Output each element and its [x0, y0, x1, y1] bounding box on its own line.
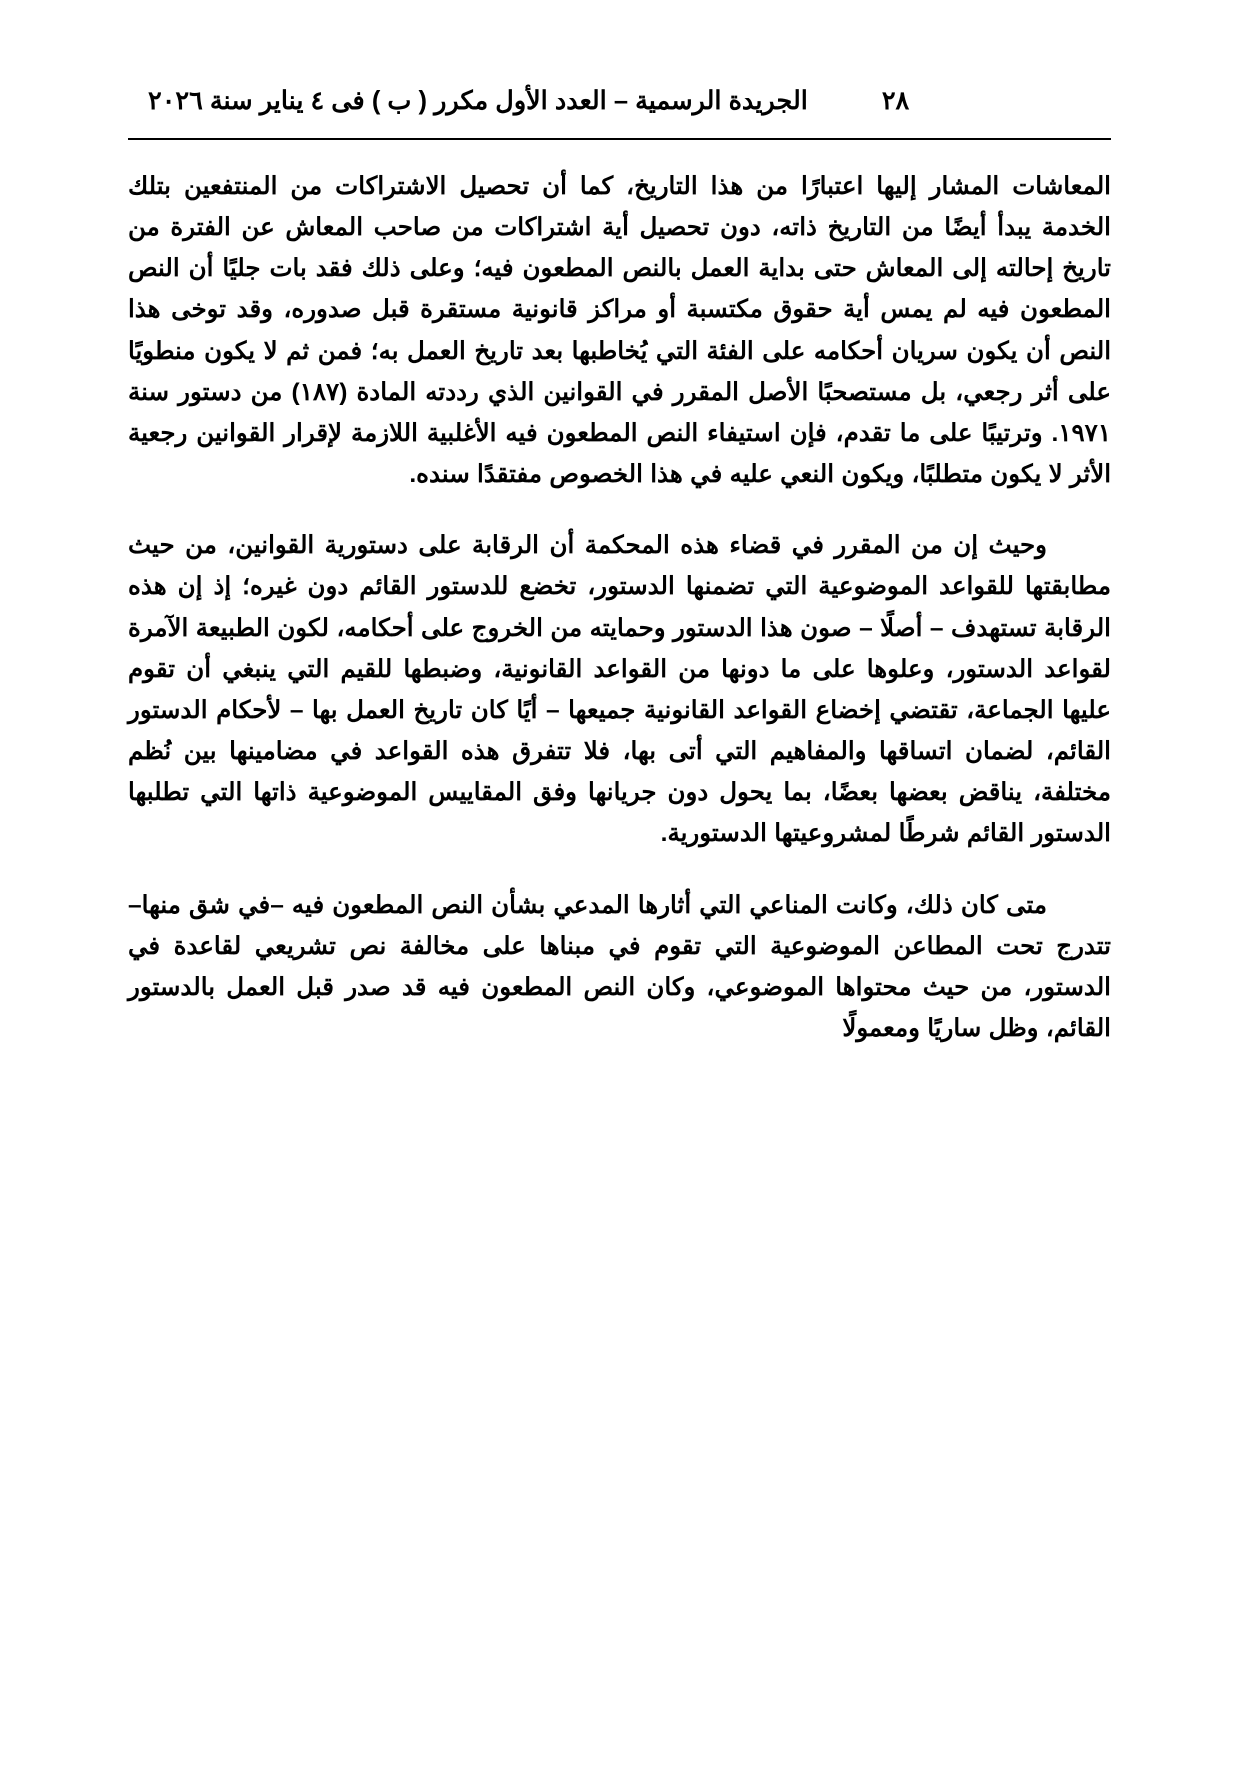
paragraph-3: متى كان ذلك، وكانت المناعي التي أثارها المدعي بشأن النص المطعون فيه –في شق منها– تتدرج تحت المطاعن الموضوعية التي تقوم في مبناها على مخالفة نص تشريعي لقاعدة في الدستور، من حيث محتواها الموضوعي، وكان النص المطعون فيه قد صدر قبل العمل بالدستور القائم، وظل ساريًا ومعمولًا	[128, 891, 1111, 1042]
document-body	[128, 166, 1111, 1049]
paragraph-2: وحيث إن من المقرر في قضاء هذه المحكمة أن الرقابة على دستورية القوانين، من حيث مطابقتها للقواعد الموضوعية التي تضمنها الدستور، تخضع للدستور القائم دون غيره؛ إذ إن هذه الرقابة تستهدف – أصلًا – صون هذا الدستور وحمايته من الخروج على أحكامه، لكون الطبيعة الآمرة لقواعد الدستور، وعلوها على ما دونها من القواعد القانونية، وضبطها للقيم التي ينبغي أن تقوم عليها الجماعة، تقتضي إخضاع القواعد القانونية جميعها – أيًا كان تاريخ العمل بها – لأحكام الدستور القائم، لضمان اتساقها والمفاهيم التي أتى بها، فلا تتفرق هذه القواعد في مضامينها بين نُظم مختلفة، يناقض بعضها بعضًا، بما يحول دون جريانها وفق المقاييس الموضوعية ذاتها التي تطلبها الدستور القائم شرطًا لمشروعيتها الدستورية.	[128, 532, 1111, 848]
page-header	[128, 86, 1111, 116]
paragraph-1: المعاشات المشار إليها اعتبارًا من هذا التاريخ، كما أن تحصيل الاشتراكات من المنتفعين بتلك الخدمة يبدأ أيضًا من التاريخ ذاته، دون تحصيل أية اشتراكات من صاحب المعاش عن الفترة من تاريخ إحالته إلى المعاش حتى بداية العمل بالنص المطعون فيه؛ وعلى ذلك فقد بات جليًا أن النص المطعون فيه لم يمس أية حقوق مكتسبة أو مراكز قانونية مستقرة قبل صدوره، وقد توخى هذا النص أن يكون سريان أحكامه على الفئة التي يُخاطبها بعد تاريخ العمل به؛ فمن ثم لا يكون منطويًا على أثر رجعي، بل مستصحبًا الأصل المقرر في القوانين الذي رددته المادة (١٨٧) من دستور سنة ١٩٧١. وترتيبًا على ما تقدم، فإن استيفاء النص المطعون فيه الأغلبية اللازمة لإقرار القوانين رجعية الأثر لا يكون متطلبًا، ويكون النعي عليه في هذا الخصوص مفتقدًا سنده.	[128, 173, 1111, 489]
gazette-header-title: الجريدة الرسمية – العدد الأول مكرر ( ب ) فى ٤ يناير سنة ٢٠٢٦	[148, 87, 808, 115]
page-number: ٢٨	[881, 87, 910, 115]
header-divider	[128, 138, 1111, 140]
